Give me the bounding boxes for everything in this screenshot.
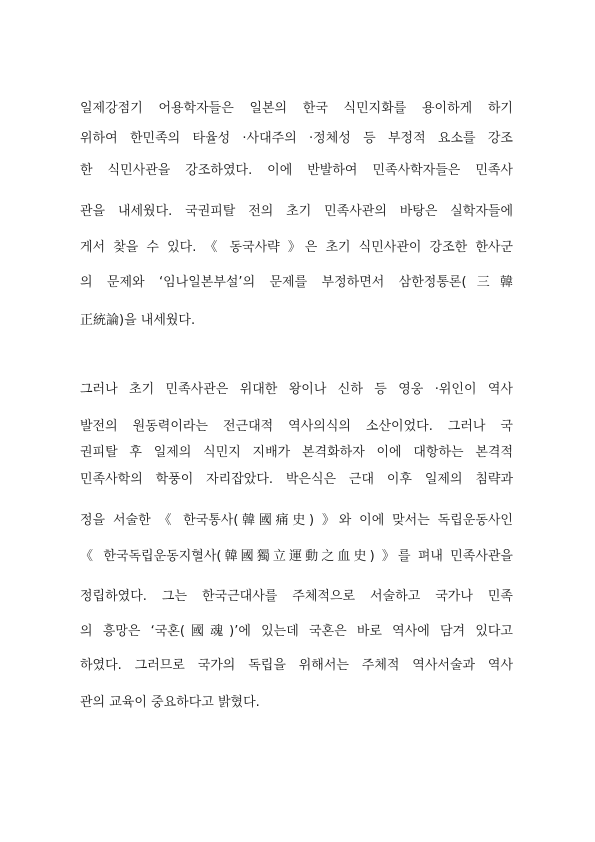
- text-line: 正統論)을 내세웠다.: [80, 313, 196, 328]
- text-line: 의 흥망은 ‘국혼(國魂)’에 있는데 국혼은 바로 역사에 담겨 있다고: [80, 624, 513, 639]
- text-line: 정립하였다. 그는 한국근대사를 주체적으로 서술하고 국가나 민족: [80, 589, 513, 604]
- text-line: 의 문제와 ‘임나일본부설’의 문제를 부정하면서 삼한정통론(三韓: [80, 275, 513, 290]
- text-line: 민족사학의 학풍이 자리잡았다. 박은식은 근대 이후 일제의 침략과: [80, 472, 513, 487]
- text-line: 정을 서술한 《 한국통사(韓國痛史) 》와 이에 맞서는 독립운동사인: [80, 513, 513, 528]
- text-line: 발전의 원동력이라는 전근대적 역사의식의 소산이었다. 그러나 국: [80, 419, 513, 434]
- text-line: 하였다. 그러므로 국가의 독립을 위해서는 주체적 역사서술과 역사: [80, 658, 513, 673]
- text-line: 일제강점기 어용학자들은 일본의 한국 식민지화를 용이하게 하기: [80, 101, 513, 116]
- text-line: 《 한국독립운동지혈사(韓國獨立運動之血史) 》를 펴내 민족사관을: [80, 549, 513, 564]
- text-line: 관을 내세웠다. 국권피탈 전의 초기 민족사관의 바탕은 실학자들에: [80, 204, 513, 219]
- text-line: 한 식민사관을 강조하였다. 이에 반발하여 민족사학자들은 민족사: [80, 163, 513, 178]
- text-line: 게서 찾을 수 있다. 《 동국사략 》은 초기 식민사관이 강조한 한사군: [80, 240, 513, 255]
- text-line: 권피탈 후 일제의 식민지 지배가 본격화하자 이에 대항하는 본격적: [80, 445, 513, 460]
- text-line: 위하여 한민족의 타율성 ·사대주의 ·정체성 등 부정적 요소를 강조: [80, 131, 513, 146]
- text-line: 관의 교육이 중요하다고 밝혔다.: [80, 695, 260, 710]
- text-line: 그러나 초기 민족사관은 위대한 왕이나 신하 등 영웅 ·위인이 역사: [80, 382, 513, 397]
